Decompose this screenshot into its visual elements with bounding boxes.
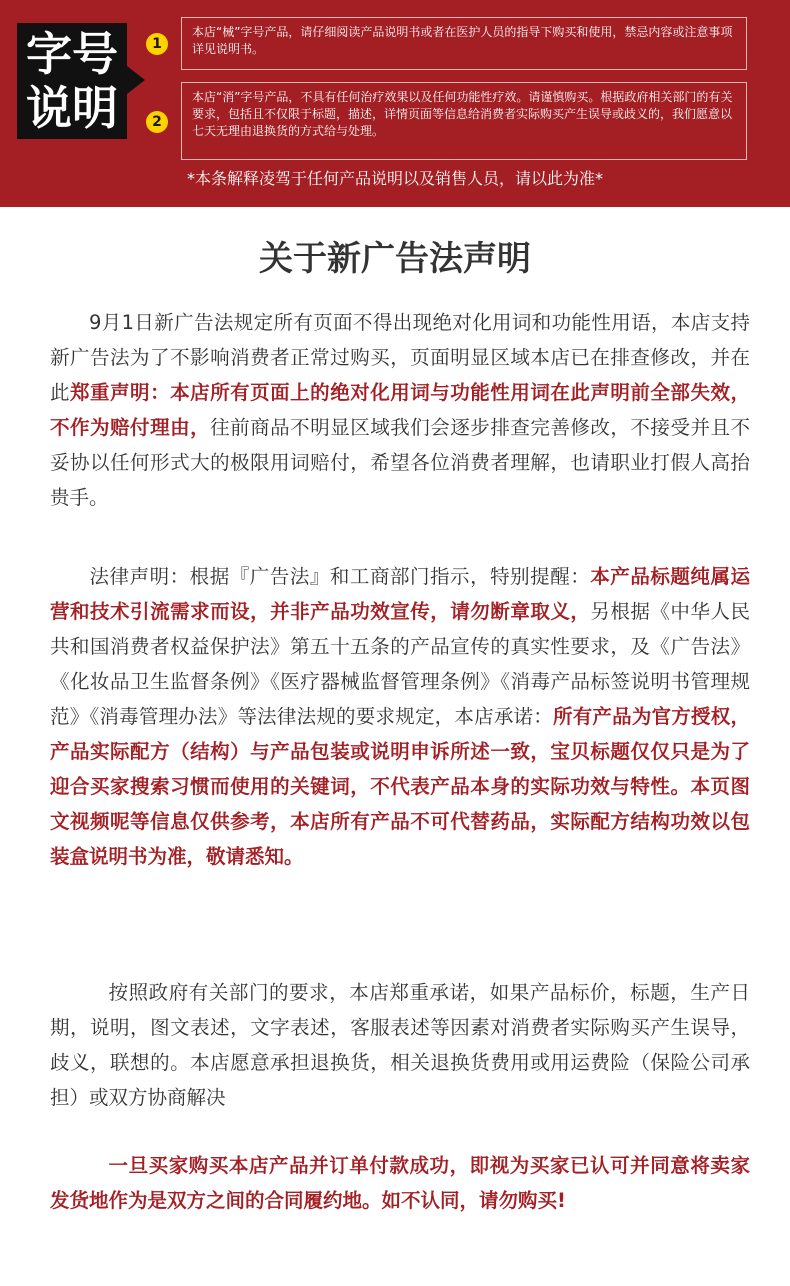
p4-text: 一旦买家购买本店产品并订单付款成功，即视为买家已认可并同意将卖家发货地作为是双方之间的合同履约地。如不认同，请勿购买! <box>50 1154 750 1212</box>
p1-text-highlight: 郑重声明：本店所有页面上的绝对化用词与功能性用词在此声明前全部失效，不作为赔付理由， <box>50 381 750 439</box>
paragraph-contract-place <box>50 1148 750 1218</box>
paragraph-commitment <box>50 975 750 1115</box>
badge-line1: 字号 <box>26 27 118 81</box>
arrow-right-icon <box>127 66 145 94</box>
header-banner <box>0 0 790 207</box>
paragraph-ad-law <box>50 305 750 515</box>
p1-text-a: 9月1日新广告法规定所有页面不得出现绝对化用词和功能性用语，本店支持新广告法为了不影响消费者正常过购买，页面明显区域本店已在排查修改，并在此 <box>50 311 750 404</box>
p2-text-c: 另根据《中华人民共和国消费者权益保护法》第五十五条的产品宣传的真实性要求，及《广告法》《化妆品卫生监督条例》《医疗器械监督管理条例》《消毒产品标签说明书管理规范》《消毒管理办法》等法律法规的要求规定，本店承诺： <box>50 600 750 728</box>
notice-disinfection-products: 本店“消”字号产品，不具有任何治疗效果以及任何功能性疗效。请谨慎购买。根据政府相关部门的有关要求，包括且不仅限于标题，描述，详情页面等信息给消费者实际购买产生误导或歧义的，我们愿意以七天无理由退换货的方式给与处理。 <box>181 82 747 160</box>
badge-line2: 说明 <box>26 81 118 135</box>
p2-text-highlight-2: 所有产品为官方授权，产品实际配方（结构）与产品包装或说明申诉所述一致，宝贝标题仅仅只是为了迎合买家搜索习惯而使用的关键词，不代表产品本身的实际功效与特性。本页图文视频呢等信息仅供参考，本店所有产品不可代替药品，实际配方结构功效以包装盒说明书为准，敬请悉知。 <box>50 705 750 868</box>
page-title: 关于新广告法声明 <box>259 239 531 279</box>
p2-text-highlight-1: 本产品标题纯属运营和技术引流需求而设，并非产品功效宣传，请勿断章取义， <box>50 565 750 623</box>
p3-text: 按照政府有关部门的要求，本店郑重承诺，如果产品标价，标题，生产日期，说明，图文表述，文字表述，客服表述等因素对消费者实际购买产生误导，歧义，联想的。本店愿意承担退换货，相关退换货费用或用运费险（保险公司承担）或双方协商解决 <box>50 981 750 1109</box>
paragraph-legal-statement <box>50 559 750 874</box>
number-badge-2: 2 <box>146 111 168 133</box>
number-badge-1: 1 <box>146 33 168 55</box>
badge-box <box>17 23 127 139</box>
p2-text-a: 法律声明：根据『广告法』和工商部门指示，特别提醒： <box>89 565 591 588</box>
header-footnote: *本条解释凌驾于任何产品说明以及销售人员，请以此为准* <box>186 169 603 188</box>
p1-text-c: 往前商品不明显区域我们会逐步排查完善修改，不接受并且不妥协以任何形式大的极限用词赔付，希望各位消费者理解，也请职业打假人高抬贵手。 <box>50 416 750 509</box>
notice-instrument-products: 本店“械”字号产品，请仔细阅读产品说明书或者在医护人员的指导下购买和使用，禁忌内容或注意事项详见说明书。 <box>181 17 747 70</box>
